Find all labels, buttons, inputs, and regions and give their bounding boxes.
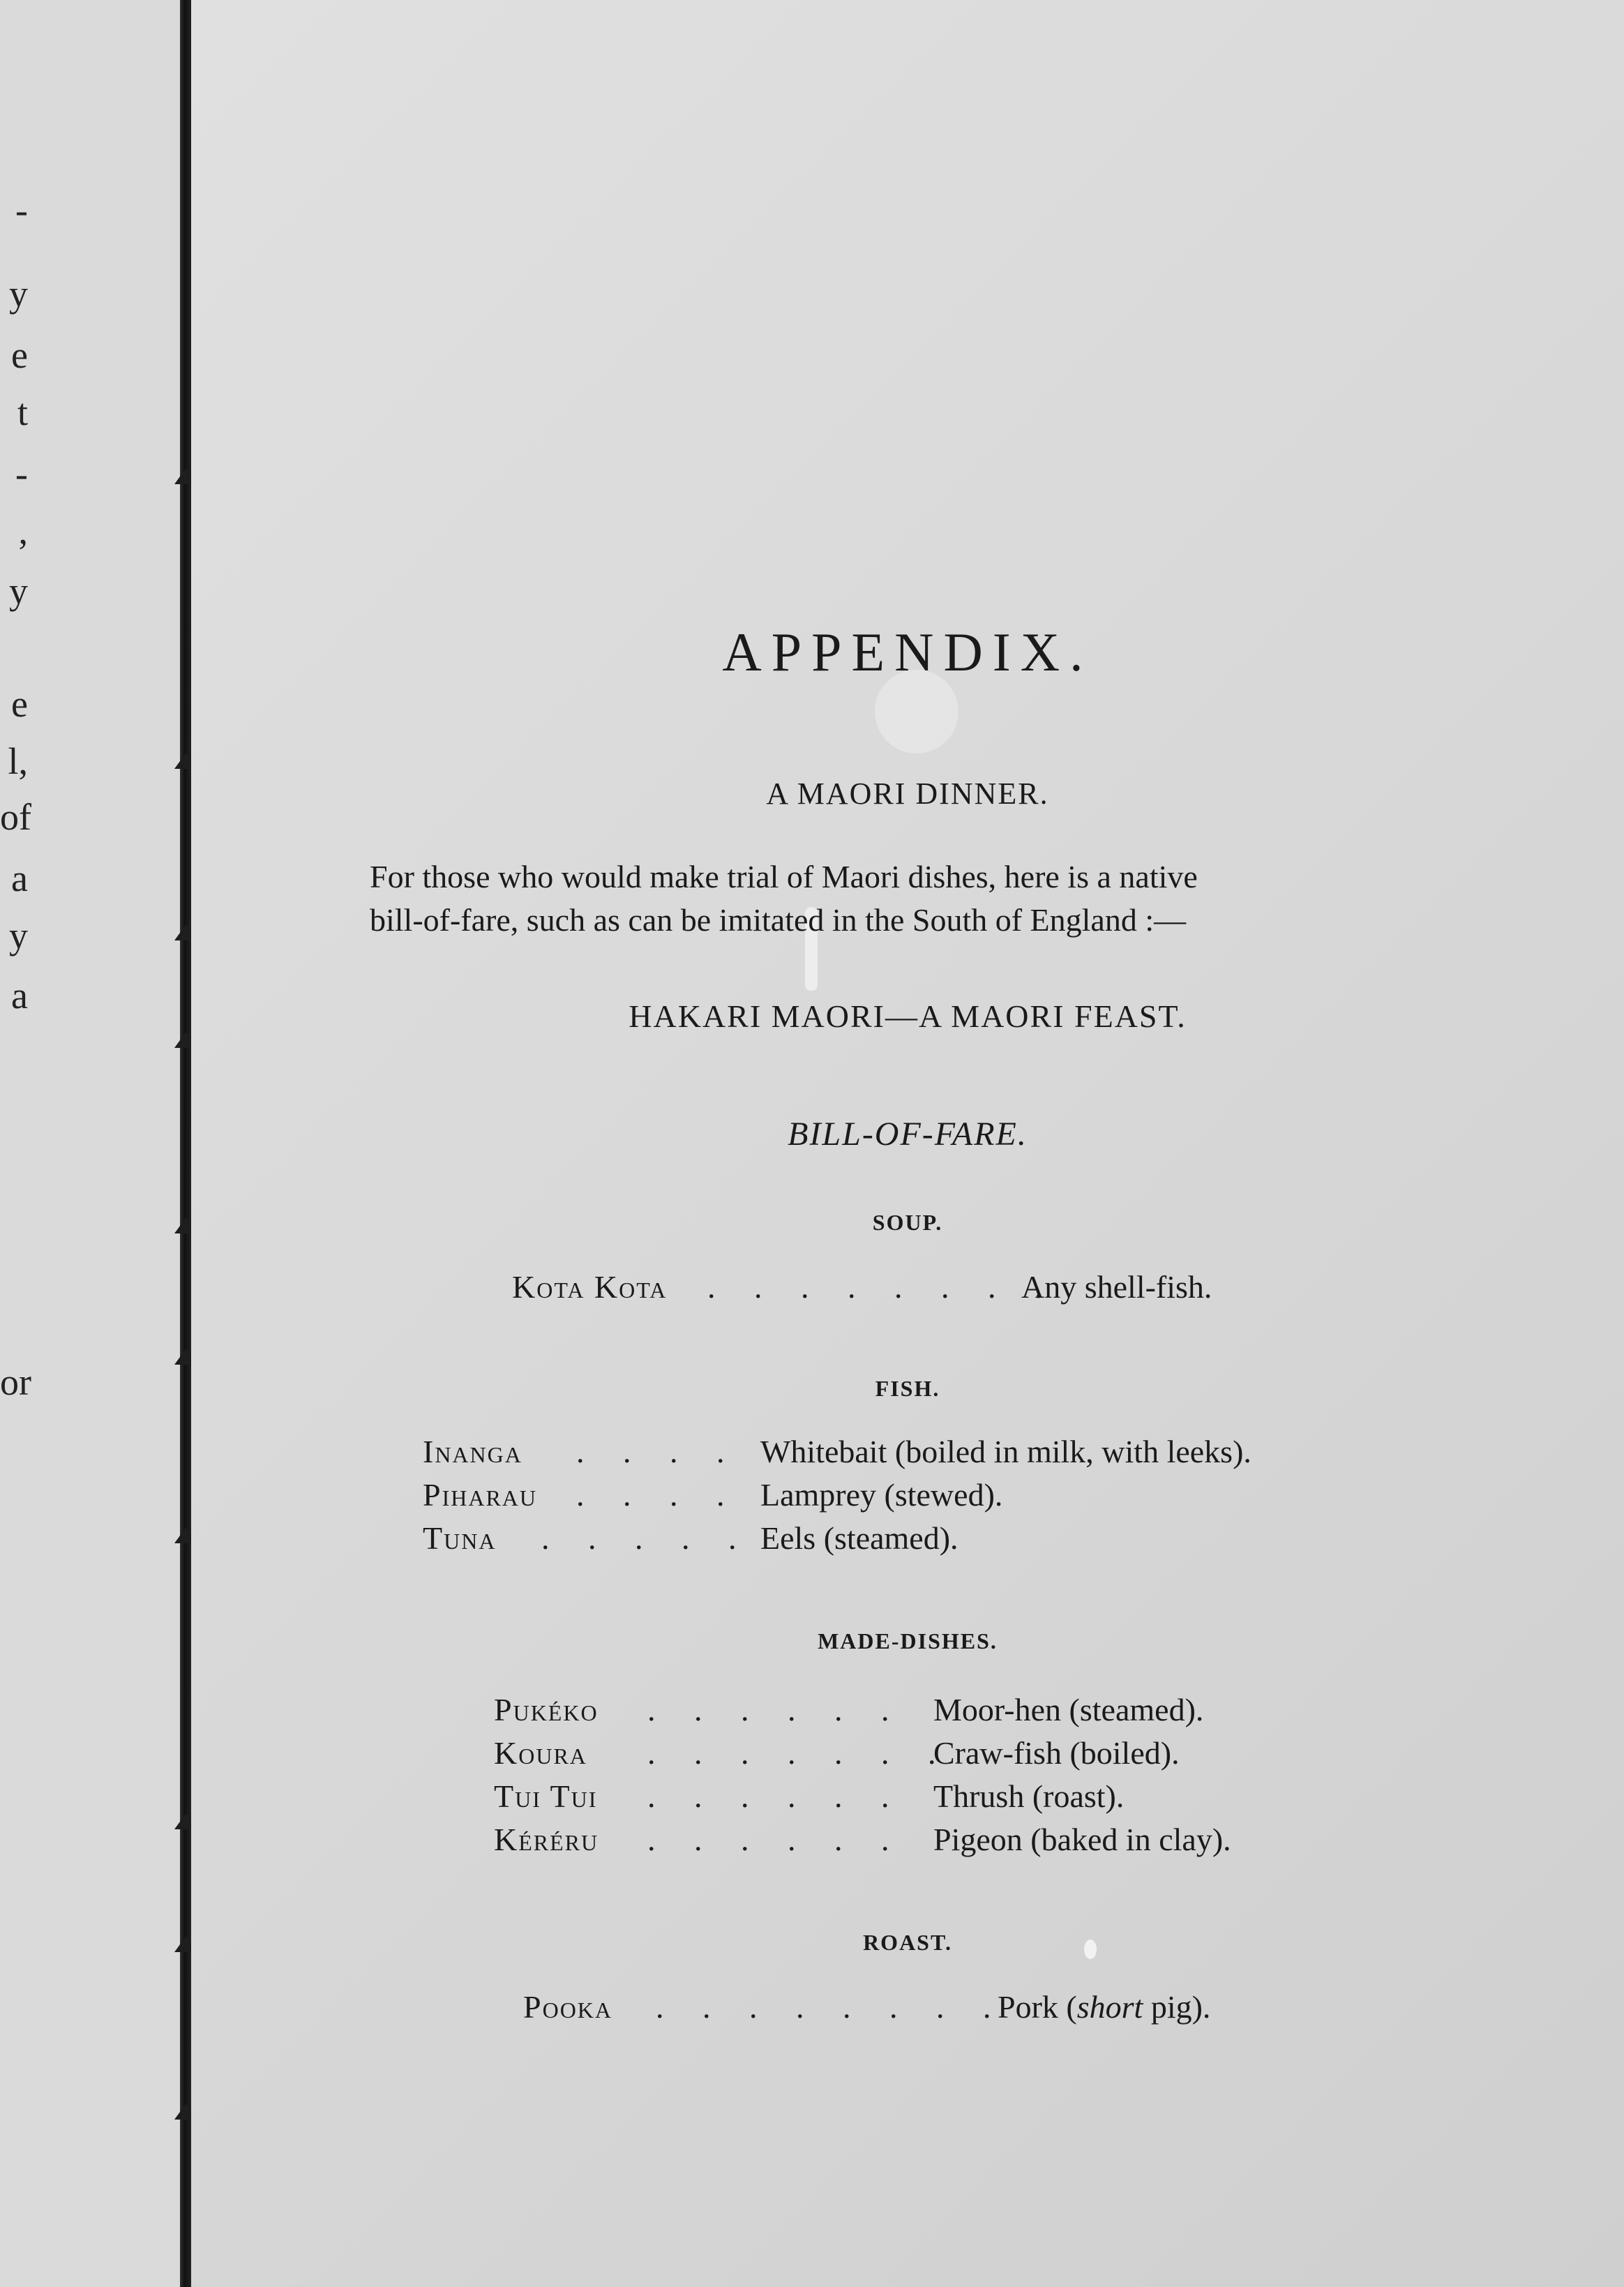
menu-item bbox=[512, 1268, 1489, 1310]
course-heading-roast: ROAST. bbox=[863, 1930, 952, 1955]
leader-dots: . . . . . . . . bbox=[656, 1989, 1007, 2025]
dish-name: Kota Kota bbox=[512, 1269, 668, 1305]
dish-description: Eels (steamed). bbox=[760, 1520, 958, 1556]
dish-description-part: Pork ( bbox=[998, 1989, 1077, 2025]
dish-name: Tuna bbox=[423, 1520, 497, 1556]
left-text-fragment: y bbox=[9, 570, 28, 612]
dish-description: Pigeon (baked in clay). bbox=[933, 1822, 1231, 1857]
left-text-fragment: or bbox=[0, 1361, 31, 1403]
intro-line: For those who would make trial of Maori dishes, here is a native bbox=[370, 859, 1198, 894]
course-heading-made-dishes: MADE-DISHES. bbox=[818, 1628, 998, 1654]
menu-item bbox=[494, 1691, 1540, 1733]
menu-item bbox=[423, 1520, 1539, 1561]
left-text-fragment: a bbox=[11, 857, 28, 899]
book-page bbox=[191, 0, 1624, 2287]
leader-dots: . . . . . . . . bbox=[707, 1269, 1058, 1305]
menu-item bbox=[494, 1821, 1540, 1863]
menu-item bbox=[494, 1734, 1540, 1776]
menu-item bbox=[423, 1476, 1539, 1518]
leader-dots: . . . . bbox=[576, 1434, 740, 1469]
menu-item bbox=[423, 1433, 1539, 1475]
dish-description: Any shell-fish. bbox=[1021, 1269, 1212, 1305]
left-text-fragment: l, bbox=[8, 740, 28, 782]
dish-name: Koura bbox=[494, 1735, 587, 1771]
left-text-fragment: y bbox=[9, 915, 28, 957]
dish-description: Moor-hen (steamed). bbox=[933, 1692, 1204, 1727]
menu-item bbox=[523, 1988, 1500, 2030]
leader-dots: . . . . . . bbox=[647, 1822, 905, 1857]
left-text-fragment: e bbox=[11, 683, 28, 725]
leader-dots: . . . . . . bbox=[647, 1692, 905, 1727]
left-text-fragment: of bbox=[0, 796, 31, 838]
dish-description-emphasis: short bbox=[1076, 1989, 1143, 2025]
appendix-title: APPENDIX. bbox=[722, 622, 1093, 682]
leader-dots: . . . . . . bbox=[647, 1778, 905, 1814]
left-text-fragment: t bbox=[17, 391, 28, 433]
left-text-fragment: - bbox=[15, 453, 28, 495]
dish-description-part: pig). bbox=[1143, 1989, 1211, 2025]
left-text-fragment: a bbox=[11, 975, 28, 1017]
left-page-fragment bbox=[0, 0, 183, 2287]
course-heading-soup: SOUP. bbox=[872, 1210, 943, 1235]
dish-description: Thrush (roast). bbox=[933, 1778, 1125, 1814]
left-text-fragment: y bbox=[9, 273, 28, 315]
dish-name: Kéréru bbox=[494, 1822, 599, 1857]
dish-name: Piharau bbox=[423, 1477, 538, 1513]
menu-item bbox=[494, 1778, 1540, 1820]
dish-description: Craw-fish (boiled). bbox=[933, 1735, 1180, 1771]
section-title: A MAORI DINNER. bbox=[766, 777, 1049, 811]
course-heading-fish: FISH. bbox=[875, 1376, 940, 1401]
left-text-fragment: e bbox=[11, 334, 28, 376]
dish-name: Pooka bbox=[523, 1989, 613, 2025]
left-text-fragment: - bbox=[15, 189, 28, 231]
left-text-fragment: , bbox=[18, 510, 28, 552]
dish-name: Tui Tui bbox=[494, 1778, 598, 1814]
dish-description bbox=[998, 1988, 1210, 2025]
leader-dots: . . . . bbox=[576, 1477, 740, 1513]
dish-name: Inanga bbox=[423, 1434, 522, 1469]
dish-name: Pukéko bbox=[494, 1692, 599, 1727]
bill-of-fare-title: BILL-OF-FARE. bbox=[788, 1116, 1028, 1153]
dish-description: Whitebait (boiled in milk, with leeks). bbox=[760, 1434, 1251, 1469]
intro-line: bill-of-fare, such as can be imitated in the South of England :— bbox=[370, 902, 1187, 938]
intro-paragraph bbox=[370, 855, 1611, 942]
leader-dots: . . . . . . . bbox=[647, 1735, 952, 1771]
leader-dots: . . . . . bbox=[541, 1520, 752, 1556]
feast-title: HAKARI MAORI—A MAORI FEAST. bbox=[629, 998, 1187, 1034]
dish-description: Lamprey (stewed). bbox=[760, 1477, 1003, 1513]
